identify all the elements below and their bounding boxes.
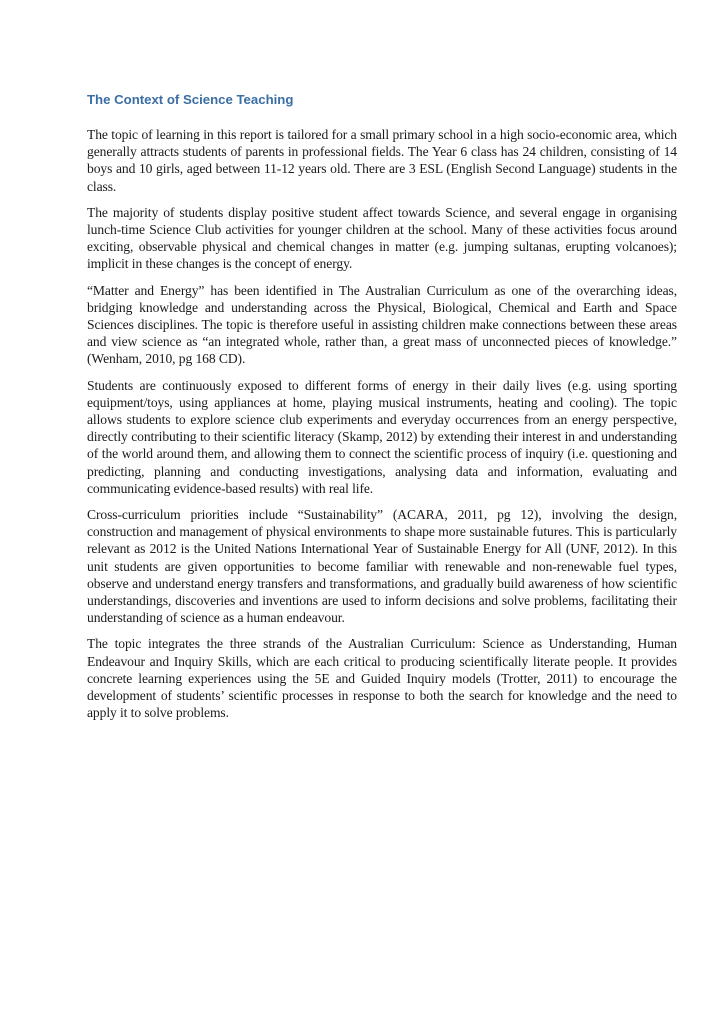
document-page [87, 91, 677, 731]
paragraph-class-context: The topic of learning in this report is tailored for a small primary school in a high socio-economic area, which generally attracts students of parents in professional fields. The Year 6 class has 24 children, consisting of 14 boys and 10 girls, aged between 11-12 years old. There are 3 ESL (English Second Language) students in the class. [87, 127, 677, 194]
paragraph-student-affect: The majority of students display positive student affect towards Science, and several engage in organising lunch-time Science Club activities for younger children at the school. Many of these activities focus around exciting, observable physical and chemical changes in matter (e.g. jumping sultanas, erupting volcanoes); implicit in these changes is the concept of energy. [87, 204, 677, 272]
paragraph-curriculum-strands: The topic integrates the three strands of the Australian Curriculum: Science as Understanding, Human Endeavour and Inquiry Skills, which are each critical to producing scientifically literate people. It provides concrete learning experiences using the 5E and Guided Inquiry models (Trotter, 2011) to encourage the development of students’ scientific processes in response to both the search for knowledge and the need to apply it to solve problems. [87, 636, 677, 721]
paragraph-sustainability: Cross-curriculum priorities include “Sustainability” (ACARA, 2011, pg 12), involving the design, construction and management of physical environments to shape more sustainable futures. This is particularly relevant as 2012 is the United Nations International Year of Sustainable Energy for All (UNF, 2012). In this unit students are given opportunities to become familiar with renewable and non-renewable fuel types, observe and understand energy transfers and transformations, and gradually build awareness of how scientific understandings, discoveries and inventions are used to inform decisions and solve problems, facilitating their understanding of science as a human endeavour. [87, 507, 677, 626]
paragraph-daily-energy: Students are continuously exposed to different forms of energy in their daily lives (e.g. using sporting equipment/toys, using appliances at home, playing musical instruments, heating and cooling). The topic allows students to explore science club experiments and everyday occurrences from an energy perspective, directly contributing to their scientific literacy (Skamp, 2012) by extending their interest in and understanding of the world around them, and allowing them to connect the scientific process of inquiry (i.e. questioning and predicting, planning and conducting investigations, analysing data and information, evaluating and communicating evidence-based results) with real life. [87, 377, 677, 496]
section-heading: The Context of Science Teaching [87, 92, 294, 107]
paragraph-matter-energy: “Matter and Energy” has been identified in The Australian Curriculum as one of the overarching ideas, bridging knowledge and understanding across the Physical, Biological, Chemical and Earth and Space Sciences disciplines. The topic is therefore useful in assisting children make connections between these areas and view science as “an integrated whole, rather than, a great mass of unconnected pieces of knowledge.” (Wenham, 2010, pg 168 CD). [87, 282, 677, 367]
